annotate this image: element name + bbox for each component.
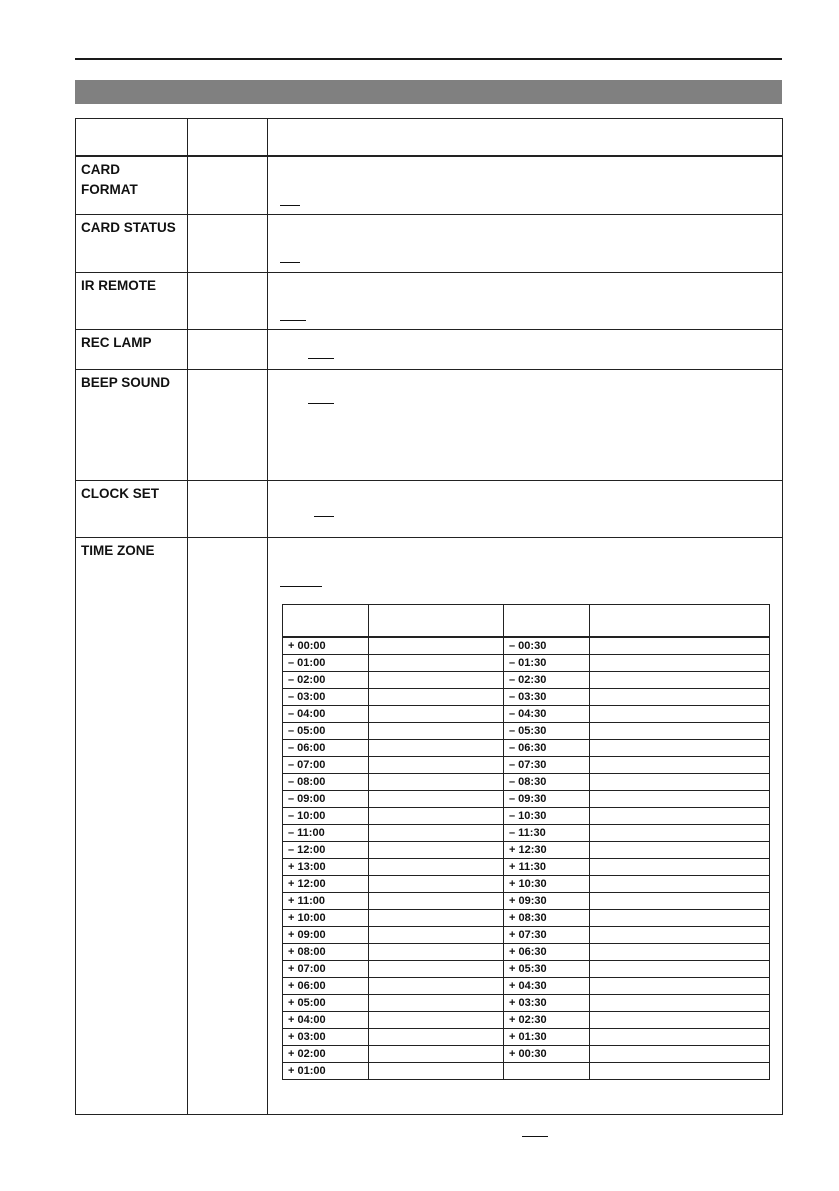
time-difference-cell: + 02:30 (504, 1011, 590, 1028)
area-cell (590, 756, 770, 773)
time-difference-cell: – 03:30 (504, 688, 590, 705)
time-difference-cell: + 07:00 (283, 960, 369, 977)
time-difference-cell: + 12:00 (283, 875, 369, 892)
time-zone-row (283, 824, 770, 841)
area-cell (369, 637, 504, 655)
time-difference-cell: + 01:00 (283, 1062, 369, 1079)
area-cell (590, 637, 770, 655)
area-cell (369, 1011, 504, 1028)
settings-table (75, 118, 783, 1115)
area-cell (590, 654, 770, 671)
time-zone-row (283, 1045, 770, 1062)
area-cell (369, 773, 504, 790)
area-cell (369, 926, 504, 943)
time-zone-row (283, 841, 770, 858)
area-cell (590, 807, 770, 824)
area-cell (369, 960, 504, 977)
table-row-time-zone (76, 538, 782, 1114)
header-mode-cell (188, 119, 268, 155)
area-cell (369, 1062, 504, 1079)
time-zone-row (283, 739, 770, 756)
area-cell (590, 926, 770, 943)
time-difference-cell: + 08:00 (283, 943, 369, 960)
area-cell (369, 739, 504, 756)
time-difference-cell: – 12:00 (283, 841, 369, 858)
time-difference-cell: + 06:30 (504, 943, 590, 960)
table-row-ir-remote (76, 273, 782, 330)
table-row-clock-set (76, 481, 782, 538)
time-zone-row (283, 960, 770, 977)
time-difference-cell: – 05:00 (283, 722, 369, 739)
area-cell (369, 892, 504, 909)
area-cell (590, 739, 770, 756)
area-cell (369, 688, 504, 705)
time-zone-row (283, 773, 770, 790)
time-difference-cell: – 05:30 (504, 722, 590, 739)
header-item-cell (76, 119, 188, 155)
area-cell (369, 807, 504, 824)
default-underline (314, 516, 334, 517)
area-cell (369, 756, 504, 773)
time-difference-cell: – 08:30 (504, 773, 590, 790)
time-difference-cell: + 00:00 (283, 637, 369, 655)
area-cell (369, 994, 504, 1011)
time-difference-cell: + 01:30 (504, 1028, 590, 1045)
area-cell (590, 960, 770, 977)
time-zone-row (283, 1028, 770, 1045)
table-header (76, 119, 782, 157)
time-difference-cell: + 05:00 (283, 994, 369, 1011)
header-description-cell (268, 119, 782, 155)
area-cell (590, 773, 770, 790)
time-zone-row (283, 756, 770, 773)
time-difference-cell: + 13:00 (283, 858, 369, 875)
time-difference-cell: + 08:30 (504, 909, 590, 926)
time-zone-row (283, 654, 770, 671)
time-difference-cell: + 00:30 (504, 1045, 590, 1062)
area-cell (590, 824, 770, 841)
time-difference-cell: – 11:00 (283, 824, 369, 841)
item-beep-sound: BEEP SOUND (81, 375, 171, 390)
time-difference-cell: + 11:30 (504, 858, 590, 875)
time-difference-cell: – 00:30 (504, 637, 590, 655)
time-zone-table-header (283, 605, 770, 637)
time-zone-row (283, 722, 770, 739)
time-difference-cell: + 05:30 (504, 960, 590, 977)
default-underline (280, 320, 306, 321)
area-cell (590, 1045, 770, 1062)
time-difference-cell: + 02:00 (283, 1045, 369, 1062)
default-underline (280, 262, 300, 263)
time-difference-cell: – 06:30 (504, 739, 590, 756)
item-ir-remote: IR REMOTE (81, 278, 157, 293)
area-cell (590, 688, 770, 705)
time-difference-cell: + 03:00 (283, 1028, 369, 1045)
time-zone-row (283, 637, 770, 655)
time-difference-cell: – 07:00 (283, 756, 369, 773)
time-zone-row (283, 688, 770, 705)
area-cell (369, 824, 504, 841)
time-zone-row (283, 705, 770, 722)
time-difference-cell: + 04:30 (504, 977, 590, 994)
area-cell (369, 841, 504, 858)
area-cell (590, 671, 770, 688)
area-cell (369, 790, 504, 807)
table-row-card-status (76, 215, 782, 273)
table-row-rec-lamp (76, 330, 782, 370)
section-header-bar (75, 80, 782, 104)
time-zone-row (283, 790, 770, 807)
area-cell (590, 909, 770, 926)
area-cell (590, 875, 770, 892)
table-row-card-format (76, 157, 782, 215)
time-zone-row (283, 994, 770, 1011)
area-cell (590, 722, 770, 739)
time-zone-row (283, 1062, 770, 1079)
default-underline (280, 205, 300, 206)
area-cell (369, 977, 504, 994)
area-cell (590, 1011, 770, 1028)
area-cell (590, 858, 770, 875)
time-difference-cell: + 04:00 (283, 1011, 369, 1028)
time-difference-cell: – 07:30 (504, 756, 590, 773)
area-cell (369, 943, 504, 960)
time-difference-cell: – 02:30 (504, 671, 590, 688)
area-cell (369, 875, 504, 892)
time-difference-cell: – 10:30 (504, 807, 590, 824)
item-rec-lamp: REC LAMP (81, 335, 152, 350)
area-cell (590, 1028, 770, 1045)
default-underline (308, 403, 334, 404)
item-clock-set: CLOCK SET (81, 486, 160, 501)
area-cell (369, 909, 504, 926)
time-difference-cell: – 04:00 (283, 705, 369, 722)
time-difference-cell: – 01:30 (504, 654, 590, 671)
time-difference-cell: – 09:00 (283, 790, 369, 807)
time-difference-cell: – 06:00 (283, 739, 369, 756)
area-cell (590, 790, 770, 807)
time-zone-row (283, 875, 770, 892)
time-difference-cell: – 08:00 (283, 773, 369, 790)
time-zone-row (283, 1011, 770, 1028)
time-zone-row (283, 909, 770, 926)
time-difference-cell: + 06:00 (283, 977, 369, 994)
area-cell (369, 1045, 504, 1062)
time-zone-row (283, 807, 770, 824)
time-difference-cell: + 11:00 (283, 892, 369, 909)
area-cell (590, 977, 770, 994)
area-cell (590, 892, 770, 909)
area-cell (369, 1028, 504, 1045)
time-difference-cell: – 04:30 (504, 705, 590, 722)
time-zone-row (283, 892, 770, 909)
default-underline (280, 586, 322, 587)
time-difference-cell: – 09:30 (504, 790, 590, 807)
area-cell (590, 1062, 770, 1079)
area-cell (369, 705, 504, 722)
area-cell (369, 654, 504, 671)
time-difference-cell: – 01:00 (283, 654, 369, 671)
area-cell (590, 841, 770, 858)
time-difference-cell: + 09:00 (283, 926, 369, 943)
area-cell (590, 994, 770, 1011)
time-zone-row (283, 671, 770, 688)
time-difference-cell: + 12:30 (504, 841, 590, 858)
area-cell (369, 671, 504, 688)
item-card-status: CARD STATUS (81, 220, 176, 235)
time-difference-cell: + 10:00 (283, 909, 369, 926)
time-difference-cell: – 11:30 (504, 824, 590, 841)
item-time-zone: TIME ZONE (81, 543, 155, 558)
time-zone-row (283, 926, 770, 943)
area-cell (590, 705, 770, 722)
time-difference-cell: – 10:00 (283, 807, 369, 824)
time-difference-cell: – 03:00 (283, 688, 369, 705)
table-row-beep-sound (76, 370, 782, 481)
default-underline (308, 358, 334, 359)
item-card-format: CARD FORMAT (81, 162, 138, 197)
time-difference-cell: + 03:30 (504, 994, 590, 1011)
time-difference-cell: + 10:30 (504, 875, 590, 892)
area-cell (369, 722, 504, 739)
area-cell (590, 943, 770, 960)
time-zone-row (283, 943, 770, 960)
time-difference-cell: + 07:30 (504, 926, 590, 943)
time-difference-cell: + 09:30 (504, 892, 590, 909)
top-rule (75, 58, 782, 60)
time-zone-row (283, 977, 770, 994)
time-difference-cell (504, 1062, 590, 1079)
footnote-underline (522, 1136, 548, 1137)
area-cell (369, 858, 504, 875)
time-zone-table (282, 604, 770, 1080)
time-difference-cell: – 02:00 (283, 671, 369, 688)
time-zone-row (283, 858, 770, 875)
